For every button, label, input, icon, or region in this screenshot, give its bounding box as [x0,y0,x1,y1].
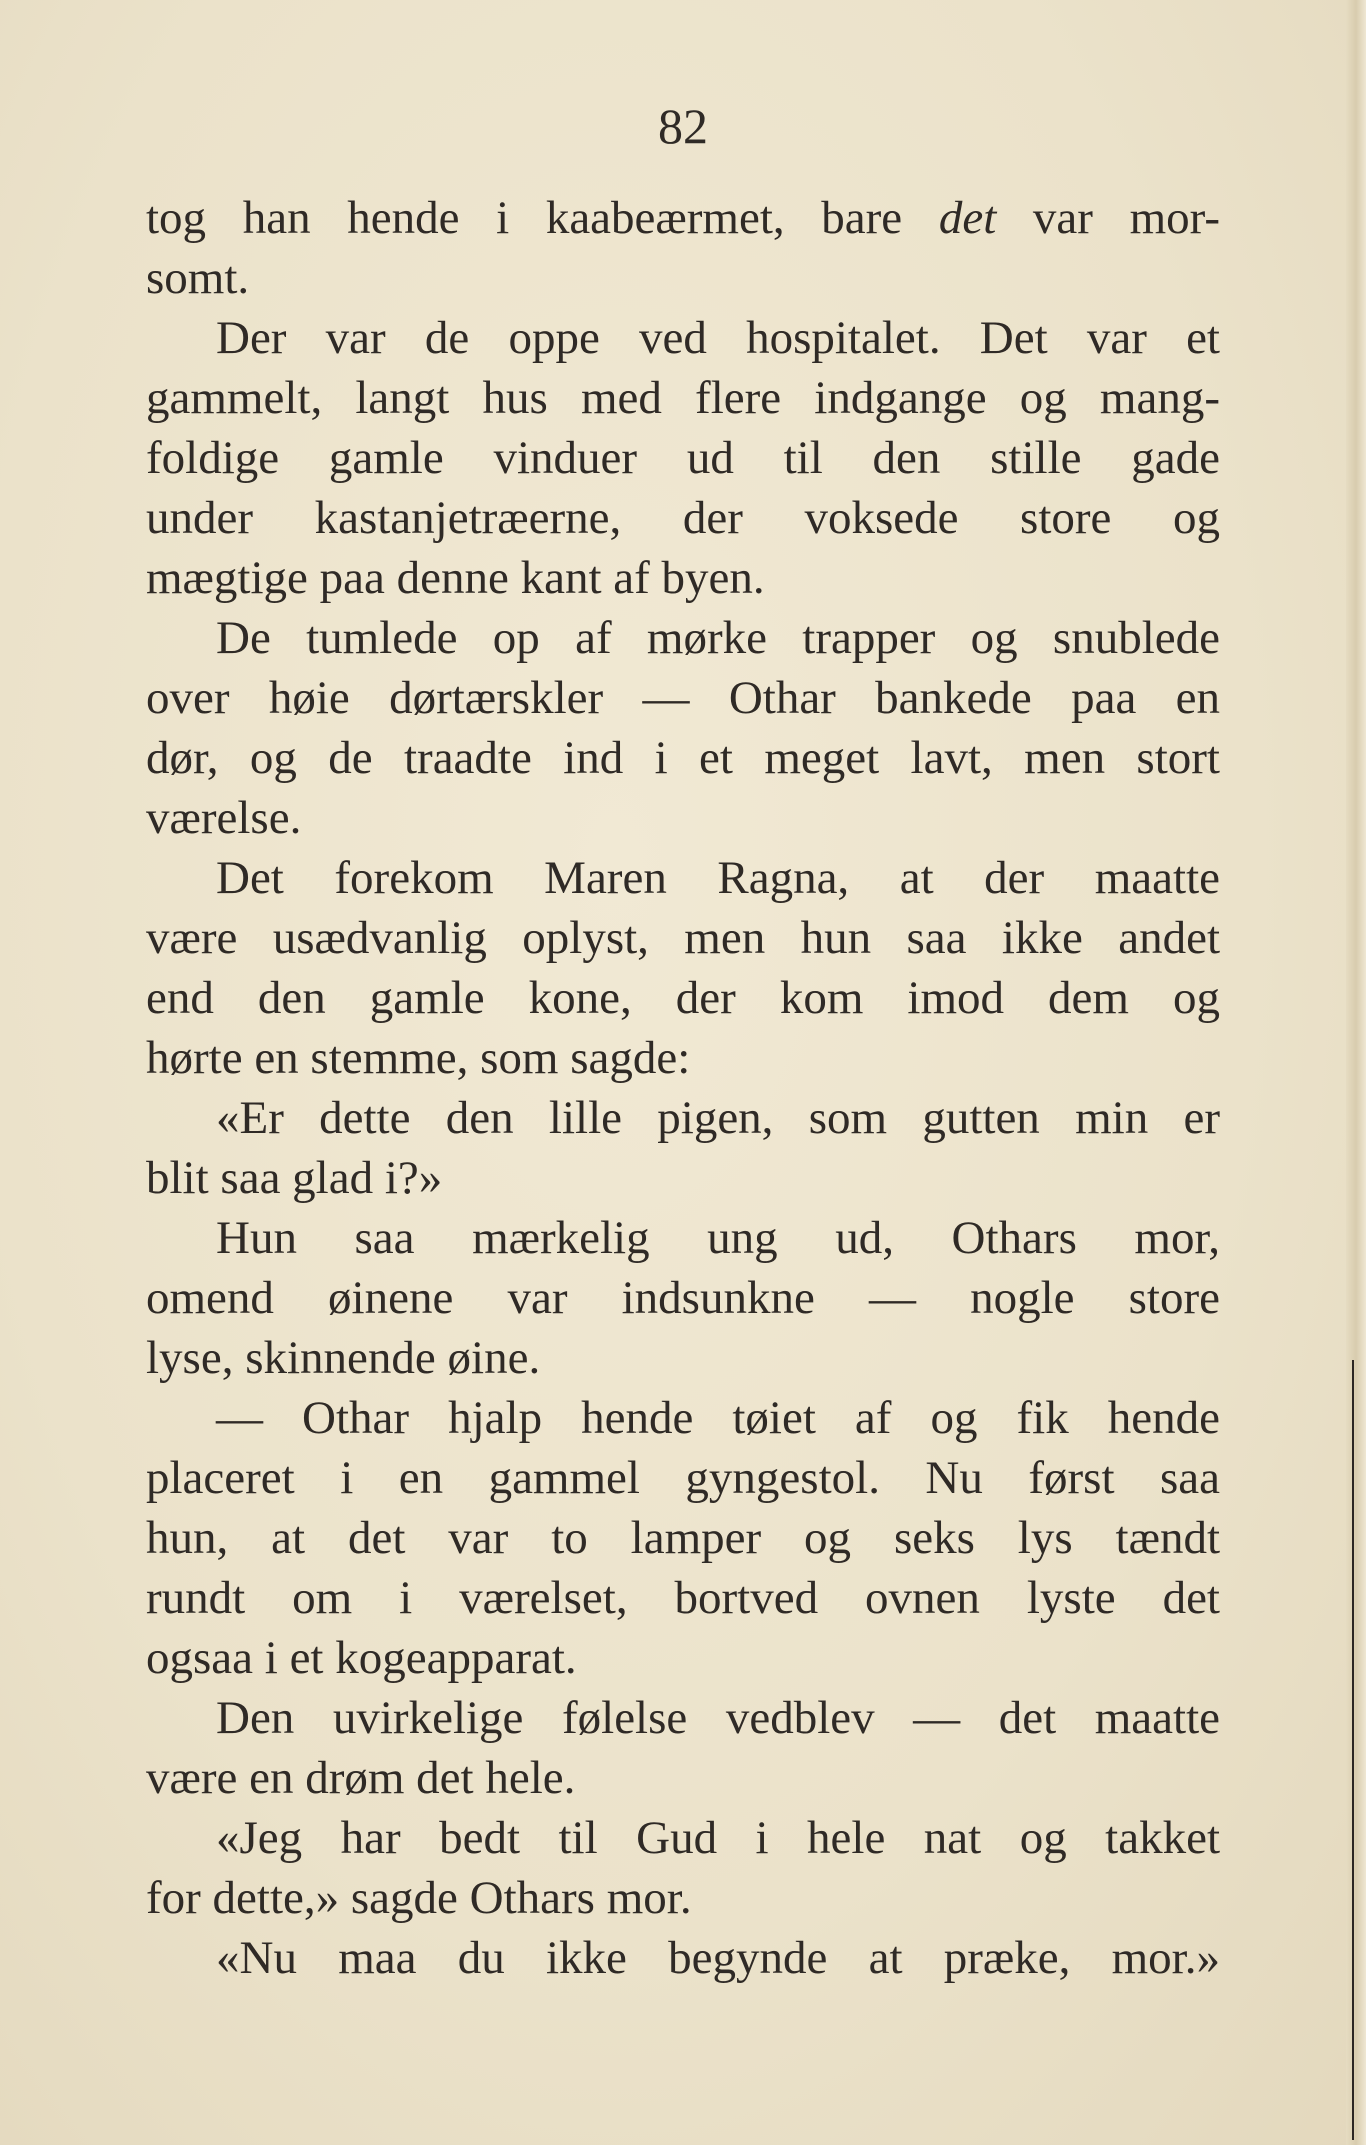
body-text [146,188,1220,1988]
text-line: ogsaa i et kogeapparat. [146,1632,577,1684]
text-line: De tumlede op af mørke trapper og snublede [216,612,1220,664]
text-line: over høie dørtærskler — Othar bankede paa en [146,672,1220,724]
text-line: — Othar hjalp hende tøiet af og fik hende [216,1392,1220,1444]
text-line: gammelt, langt hus med flere indgange og mang- [146,372,1220,424]
text-line: «Jeg har bedt til Gud i hele nat og takket [216,1812,1220,1864]
text-line: omend øinene var indsunkne — nogle store [146,1272,1220,1324]
text-line: foldige gamle vinduer ud til den stille gade [146,432,1220,484]
text-line: under kastanjetræerne, der voksede store og [146,492,1220,544]
text-line-end: var mor- [996,192,1220,244]
text-line: placeret i en gammel gyngestol. Nu først saa [146,1452,1220,1504]
text-line: Det forekom Maren Ragna, at der maatte [216,852,1220,904]
text-line: blit saa glad i?» [146,1152,443,1204]
text-line-start: tog han hende i kaabeærmet, bare [146,192,939,244]
text-line [146,188,1220,248]
text-line: rundt om i værelset, bortved ovnen lyste det [146,1572,1220,1624]
text-line: Hun saa mærkelig ung ud, Othars mor, [216,1212,1220,1264]
text-line: somt. [146,252,250,304]
text-line: lyse, skinnende øine. [146,1332,541,1384]
text-line: dør, og de traadte ind i et meget lavt, men stort [146,732,1220,784]
text-line: Der var de oppe ved hospitalet. Det var et [216,312,1220,364]
text-line: end den gamle kone, der kom imod dem og [146,972,1220,1024]
emphasis-text: det [938,192,997,244]
text-line: for dette,» sagde Othars mor. [146,1872,692,1924]
page-edge [1346,0,1366,2145]
text-line: værelse. [146,792,302,844]
page-edge-line [1352,1360,1354,2140]
text-line: være usædvanlig oplyst, men hun saa ikke andet [146,912,1220,964]
text-line: «Er dette den lille pigen, som gutten min er [216,1092,1220,1144]
text-line: hørte en stemme, som sagde: [146,1032,691,1084]
text-line: «Nu maa du ikke begynde at præke, mor.» [216,1932,1220,1984]
text-line: være en drøm det hele. [146,1752,576,1804]
text-line: hun, at det var to lamper og seks lys tændt [146,1512,1220,1564]
page-number: 82 [658,98,708,154]
text-line: mægtige paa denne kant af byen. [146,552,765,604]
text-line: Den uvirkelige følelse vedblev — det maatte [216,1692,1220,1744]
